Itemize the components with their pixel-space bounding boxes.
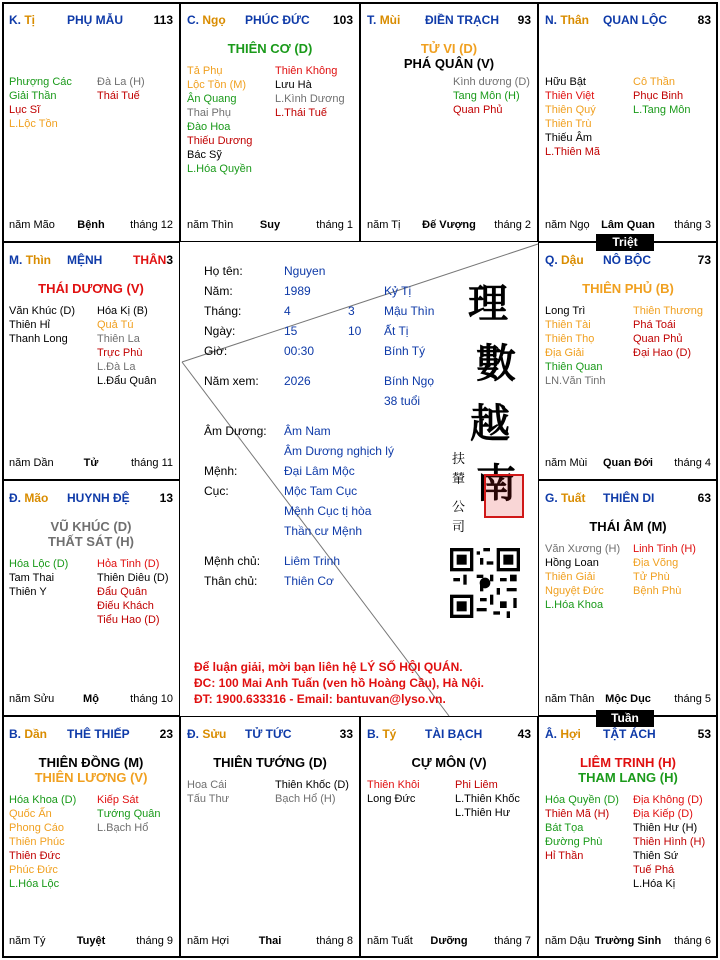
minor-star: Thiên Tài bbox=[545, 319, 591, 331]
main-star: THIÊN PHỦ (B) bbox=[582, 281, 674, 296]
calligraphy-small-1: 扶 bbox=[452, 452, 466, 467]
menhchu-value: Liêm Trinh bbox=[284, 554, 341, 568]
calligraphy-small-3: 公 bbox=[452, 500, 466, 515]
main-star: THIÊN CƠ (D) bbox=[227, 41, 313, 56]
minor-star: Thiên La bbox=[97, 333, 140, 345]
minor-star: Phá Toái bbox=[633, 319, 676, 331]
palace-can: N. bbox=[545, 13, 557, 27]
minor-star: Thiên Diêu (D) bbox=[97, 572, 169, 584]
day-label: Ngày: bbox=[204, 324, 236, 338]
minor-star: Địa Kiếp (D) bbox=[633, 808, 693, 820]
minor-star: Thiên Y bbox=[9, 586, 47, 598]
palace-chi: Hợi bbox=[560, 727, 581, 741]
palace-can: C. bbox=[187, 13, 199, 27]
minor-star: Tiểu Hao (D) bbox=[97, 614, 160, 626]
palace-name: TẬT ÁCH bbox=[603, 727, 656, 741]
minor-star: L.Bạch Hổ bbox=[97, 822, 149, 834]
palace-can: B. bbox=[9, 727, 21, 741]
palace-year: năm Tý bbox=[9, 935, 46, 947]
minor-star: Thiên Quan bbox=[545, 361, 603, 373]
palace-name: TÀI BẠCH bbox=[425, 727, 483, 741]
palace-chi: Thìn bbox=[25, 253, 52, 267]
amduong-value-1: Âm Nam bbox=[284, 424, 331, 438]
palace-number: 43 bbox=[517, 727, 531, 741]
palace-chi: Dậu bbox=[561, 253, 584, 267]
minor-star: Hữu Bật bbox=[545, 76, 586, 88]
palace-number: 33 bbox=[339, 727, 353, 741]
minor-star: Tam Thai bbox=[9, 572, 55, 584]
minor-star: Thiên Sứ bbox=[633, 850, 679, 862]
minor-star: Bát Tọa bbox=[545, 822, 584, 834]
minor-star: Thiên Đức bbox=[9, 850, 61, 862]
minor-star: LN.Văn Tinh bbox=[545, 375, 606, 387]
main-star: THIÊN TƯỚNG (D) bbox=[213, 755, 327, 770]
palace-month: tháng 1 bbox=[316, 219, 353, 231]
palace-year: năm Dậu bbox=[545, 935, 590, 947]
palace-year: năm Thân bbox=[545, 693, 595, 705]
palace-can: B. bbox=[367, 727, 379, 741]
minor-star: Quốc Ấn bbox=[9, 808, 52, 820]
palace-name: NÔ BỘC bbox=[603, 253, 651, 267]
palace-name: THIÊN DI bbox=[603, 491, 655, 505]
year-canchi: Kỷ Tị bbox=[384, 284, 412, 298]
minor-star: Thiên Việt bbox=[545, 90, 595, 102]
minor-star: Phục Binh bbox=[633, 90, 684, 102]
minor-star: Thanh Long bbox=[9, 333, 68, 345]
minor-star: Tấu Thư bbox=[187, 793, 230, 805]
minor-star: Đẩu Quân bbox=[97, 586, 148, 598]
minor-star: Tử Phù bbox=[633, 571, 670, 583]
minor-star: Thiên Trù bbox=[545, 118, 592, 130]
minor-star: Thai Phụ bbox=[187, 107, 232, 119]
contact-line-2: ĐC: 100 Mai Anh Tuấn (ven hồ Hoàng Cầu), Hà Nội. bbox=[194, 676, 485, 690]
minor-star: L.Lộc Tồn bbox=[9, 118, 58, 130]
palace-stage: Suy bbox=[259, 219, 281, 231]
triet-label: Triệt bbox=[596, 234, 654, 251]
minor-star: Thiên Không bbox=[275, 65, 338, 77]
palace-can: Q. bbox=[545, 253, 558, 267]
amduong-value-2: Âm Dương nghịch lý bbox=[284, 444, 394, 458]
palace-number: 113 bbox=[153, 13, 173, 27]
palace-name: PHÚC ĐỨC bbox=[245, 13, 310, 27]
palace-stage: Đế Vượng bbox=[422, 219, 476, 231]
minor-star: Phúc Đức bbox=[9, 864, 58, 876]
minor-star: Đà La (H) bbox=[97, 76, 145, 88]
calligraphy-char-2: 數 bbox=[476, 340, 516, 387]
minor-star: Hỉ Thần bbox=[545, 850, 584, 862]
palace-month: tháng 11 bbox=[130, 457, 173, 469]
minor-star: Phong Cáo bbox=[9, 822, 65, 834]
palace-chi: Sửu bbox=[202, 727, 227, 741]
minor-star: Hồng Loan bbox=[545, 557, 599, 569]
palace-than-marker: THÂN bbox=[133, 253, 167, 267]
minor-star: Kình dương (D) bbox=[453, 76, 530, 88]
menh-label: Mệnh: bbox=[204, 464, 238, 478]
minor-star: Hóa Kị (B) bbox=[97, 305, 148, 317]
minor-star: Văn Khúc (D) bbox=[9, 305, 76, 317]
minor-star: Phi Liêm bbox=[455, 779, 498, 791]
palace-year: năm Mùi bbox=[545, 457, 588, 469]
minor-star: Thiên Khốc (D) bbox=[275, 779, 349, 791]
palace-name: HUYNH ĐỆ bbox=[67, 491, 130, 505]
minor-star: Tướng Quân bbox=[97, 808, 161, 820]
minor-star: Tang Môn (H) bbox=[453, 90, 520, 102]
age-value: 38 tuổi bbox=[384, 394, 421, 408]
minor-star: L.Thiên Khốc bbox=[455, 793, 520, 805]
palace-month: tháng 10 bbox=[130, 693, 173, 705]
minor-star: Bạch Hổ (H) bbox=[275, 793, 336, 805]
minor-star: Thiên Quý bbox=[545, 104, 596, 116]
minor-star: Hỏa Tinh (D) bbox=[97, 558, 160, 570]
palace-chi: Tuất bbox=[561, 491, 586, 505]
cuc-value-3: Thần cư Mệnh bbox=[284, 524, 363, 538]
calligraphy-small-2: 輦 bbox=[452, 472, 466, 487]
palace-chi: Thân bbox=[560, 13, 590, 27]
hour-canchi: Bính Tý bbox=[384, 344, 426, 358]
minor-star: L.Thái Tuế bbox=[275, 107, 327, 119]
minor-star: Thiên Hư (H) bbox=[633, 822, 698, 834]
tuan-label: Tuần bbox=[596, 710, 654, 727]
palace-stage: Trường Sinh bbox=[594, 935, 662, 947]
minor-star: L.Đẩu Quân bbox=[97, 375, 157, 387]
palace-can: K. bbox=[9, 13, 21, 27]
palace-number: 3 bbox=[166, 253, 173, 267]
cuc-value-2: Mệnh Cục tị hòa bbox=[284, 504, 372, 518]
main-star: THÁI DƯƠNG (V) bbox=[38, 281, 144, 296]
minor-star: Điếu Khách bbox=[97, 600, 154, 612]
amduong-label: Âm Dương: bbox=[204, 424, 267, 438]
palace-can: Â. bbox=[545, 727, 557, 741]
center-info-panel bbox=[180, 242, 538, 716]
palace-chi: Mùi bbox=[379, 13, 401, 27]
palace-stage: Tử bbox=[83, 457, 99, 469]
view-year-canchi: Bính Ngọ bbox=[384, 374, 435, 388]
minor-star: Hóa Quyền (D) bbox=[545, 794, 619, 806]
minor-star: L.Hóa Kị bbox=[633, 878, 676, 890]
palace-year: năm Sửu bbox=[9, 693, 55, 705]
palace-stage: Thai bbox=[258, 935, 282, 947]
cuc-value-1: Mộc Tam Cục bbox=[284, 484, 358, 498]
minor-star: Thiên Hình (H) bbox=[633, 836, 706, 848]
palace-stage: Tuyệt bbox=[76, 935, 106, 947]
month-label: Tháng: bbox=[204, 304, 242, 318]
minor-star: Đường Phù bbox=[545, 836, 603, 848]
minor-star: Long Trì bbox=[545, 305, 586, 317]
palace-month: tháng 5 bbox=[674, 693, 711, 705]
minor-star: Hóa Khoa (D) bbox=[9, 794, 77, 806]
palace-name: TỬ TỨC bbox=[245, 727, 292, 741]
palace-stage: Mộ bbox=[83, 693, 99, 705]
menhchu-label: Mệnh chủ: bbox=[204, 554, 261, 568]
main-star: VŨ KHÚC (D) bbox=[50, 519, 132, 534]
hour-label: Giờ: bbox=[204, 344, 228, 358]
minor-star: Hóa Lộc (D) bbox=[9, 558, 69, 570]
minor-star: L.Hóa Quyền bbox=[187, 163, 252, 175]
minor-star: Thiên Hỉ bbox=[9, 319, 50, 331]
palace-year: năm Tuất bbox=[367, 935, 413, 947]
minor-star: L.Hóa Lộc bbox=[9, 878, 60, 890]
main-star: THÁI ÂM (M) bbox=[589, 519, 667, 534]
palace-number: 53 bbox=[697, 727, 711, 741]
palace-name: PHỤ MẪU bbox=[67, 13, 123, 27]
minor-star: L.Kình Dương bbox=[275, 93, 345, 105]
minor-star: Lộc Tồn (M) bbox=[187, 79, 247, 91]
minor-star: Cô Thần bbox=[633, 76, 675, 88]
calligraphy-char-4: 南 bbox=[476, 460, 516, 507]
calligraphy-char-3: 越 bbox=[470, 400, 510, 447]
minor-star: Phượng Các bbox=[9, 76, 72, 88]
minor-star: Địa Giải bbox=[545, 347, 585, 359]
minor-star: Quan Phủ bbox=[453, 104, 503, 116]
palace-chi: Tý bbox=[382, 727, 397, 741]
main-star: THIÊN ĐỒNG (M) bbox=[38, 755, 144, 770]
minor-star: Thái Tuế bbox=[97, 90, 140, 102]
palace-year: năm Ngọ bbox=[545, 219, 590, 231]
minor-star: Quan Phủ bbox=[633, 333, 683, 345]
palace-stage: Dưỡng bbox=[430, 935, 468, 947]
name-value: Nguyen bbox=[284, 264, 326, 278]
main-star: THẤT SÁT (H) bbox=[48, 534, 134, 549]
main-star: THIÊN LƯƠNG (V) bbox=[34, 770, 148, 785]
palace-month: tháng 12 bbox=[130, 219, 173, 231]
year-value: 1989 bbox=[284, 284, 311, 298]
main-star: PHÁ QUÂN (V) bbox=[403, 56, 495, 71]
calligraphy-small-4: 司 bbox=[452, 520, 466, 535]
minor-star: L.Thiên Hư bbox=[455, 807, 511, 819]
palace-year: năm Tị bbox=[367, 219, 401, 231]
palace-stage: Mộc Dục bbox=[605, 693, 651, 705]
palace-name: MỆNH bbox=[67, 253, 103, 267]
palace-stage: Lâm Quan bbox=[601, 219, 655, 231]
minor-star: L.Đà La bbox=[97, 361, 136, 373]
minor-star: Thiếu Dương bbox=[187, 135, 253, 147]
palace-number: 13 bbox=[159, 491, 173, 505]
minor-star: Địa Không (D) bbox=[633, 794, 703, 806]
minor-star: Thiếu Âm bbox=[545, 132, 593, 144]
minor-star: L.Tang Môn bbox=[633, 104, 691, 116]
view-year-label: Năm xem: bbox=[204, 374, 259, 388]
minor-star: Thiên Khôi bbox=[367, 779, 420, 791]
palace-month: tháng 7 bbox=[494, 935, 531, 947]
palace-month: tháng 6 bbox=[674, 935, 711, 947]
palace-month: tháng 3 bbox=[674, 219, 711, 231]
main-star: TỬ VI (D) bbox=[420, 41, 478, 56]
minor-star: Trực Phù bbox=[97, 347, 143, 359]
palace-year: năm Thìn bbox=[187, 219, 234, 231]
contact-line-3: ĐT: 1900.633316 - Email: bantuvan@lyso.vn. bbox=[194, 692, 446, 706]
palace-stage: Quan Đới bbox=[603, 457, 653, 469]
palace-number: 93 bbox=[517, 13, 531, 27]
year-label: Năm: bbox=[204, 284, 233, 298]
main-star: LIÊM TRINH (H) bbox=[579, 755, 677, 770]
day-canchi: Ất Tị bbox=[384, 324, 409, 338]
minor-star: Linh Tinh (H) bbox=[633, 543, 696, 555]
minor-star: Tả Phụ bbox=[187, 65, 223, 77]
palace-number: 103 bbox=[332, 13, 353, 27]
cuc-label: Cục: bbox=[204, 484, 229, 498]
palace-name: QUAN LỘC bbox=[603, 13, 667, 27]
palace-chi: Mão bbox=[24, 491, 49, 505]
palace-month: tháng 4 bbox=[674, 457, 711, 469]
main-star: CỰ MÔN (V) bbox=[411, 755, 487, 770]
palace-month: tháng 2 bbox=[494, 219, 531, 231]
palace-month: tháng 8 bbox=[316, 935, 353, 947]
minor-star: L.Hóa Khoa bbox=[545, 599, 604, 611]
menh-value: Đại Lâm Mộc bbox=[284, 464, 355, 478]
minor-star: Văn Xương (H) bbox=[545, 543, 621, 555]
minor-star: Hoa Cái bbox=[187, 779, 227, 791]
day-lunar: 10 bbox=[348, 324, 362, 338]
contact-line-1: Để luận giải, mời bạn liên hệ LÝ SỐ HỘI QUÁN. bbox=[194, 660, 463, 674]
hour-value: 00:30 bbox=[284, 344, 315, 358]
minor-star: Long Đức bbox=[367, 793, 416, 805]
seal-stamp bbox=[484, 474, 524, 518]
palace-can: G. bbox=[545, 491, 558, 505]
month-lunar: 3 bbox=[348, 304, 355, 318]
minor-star: Bệnh Phù bbox=[633, 585, 682, 597]
view-year-value: 2026 bbox=[284, 374, 311, 388]
palace-number: 23 bbox=[159, 727, 173, 741]
palace-can: T. bbox=[367, 13, 377, 27]
minor-star: Lục Sĩ bbox=[9, 104, 41, 116]
minor-star: Bác Sỹ bbox=[187, 149, 222, 161]
minor-star: Thiên Phúc bbox=[9, 836, 65, 848]
palace-chi: Ngọ bbox=[202, 13, 226, 27]
palace-can: M. bbox=[9, 253, 23, 267]
palace-name: ĐIỀN TRẠCH bbox=[425, 13, 499, 27]
palace-stage: Bệnh bbox=[77, 219, 105, 231]
day-value: 15 bbox=[284, 324, 298, 338]
palace-name: THÊ THIẾP bbox=[67, 727, 130, 741]
minor-star: Thiên Thương bbox=[633, 305, 704, 317]
palace-year: năm Mão bbox=[9, 219, 55, 231]
minor-star: Đào Hoa bbox=[187, 121, 231, 133]
minor-star: Thiên Mã (H) bbox=[545, 808, 610, 820]
qr-code-icon bbox=[450, 548, 520, 618]
palace-number: 83 bbox=[697, 13, 711, 27]
palace-can: Đ. bbox=[187, 727, 199, 741]
palace-year: năm Hợi bbox=[187, 935, 230, 947]
month-value: 4 bbox=[284, 304, 291, 318]
minor-star: Giải Thần bbox=[9, 90, 57, 102]
palace-month: tháng 9 bbox=[136, 935, 173, 947]
month-canchi: Mậu Thìn bbox=[384, 304, 435, 318]
minor-star: Địa Võng bbox=[633, 557, 679, 569]
minor-star: Kiếp Sát bbox=[97, 794, 139, 806]
thanchu-label: Thân chủ: bbox=[204, 574, 258, 588]
calligraphy-char-1: 理 bbox=[468, 280, 508, 327]
palace-number: 63 bbox=[697, 491, 711, 505]
main-star: THAM LANG (H) bbox=[578, 770, 678, 785]
minor-star: Tuế Phá bbox=[633, 864, 675, 876]
minor-star: Thiên Thọ bbox=[545, 333, 595, 345]
minor-star: Lưu Hà bbox=[275, 79, 312, 91]
minor-star: Thiên Giải bbox=[545, 571, 596, 583]
minor-star: Đại Hao (D) bbox=[633, 347, 692, 359]
palace-year: năm Dần bbox=[9, 457, 54, 469]
palace-chi: Tị bbox=[24, 13, 36, 27]
name-label: Họ tên: bbox=[204, 264, 243, 278]
minor-star: Ân Quang bbox=[187, 93, 237, 105]
minor-star: Nguyệt Đức bbox=[545, 585, 604, 597]
thanchu-value: Thiên Cơ bbox=[284, 574, 334, 588]
palace-can: Đ. bbox=[9, 491, 21, 505]
minor-star: L.Thiên Mã bbox=[545, 146, 601, 158]
palace-number: 73 bbox=[697, 253, 711, 267]
palace-chi: Dần bbox=[24, 727, 48, 741]
minor-star: Quả Tú bbox=[97, 319, 134, 331]
